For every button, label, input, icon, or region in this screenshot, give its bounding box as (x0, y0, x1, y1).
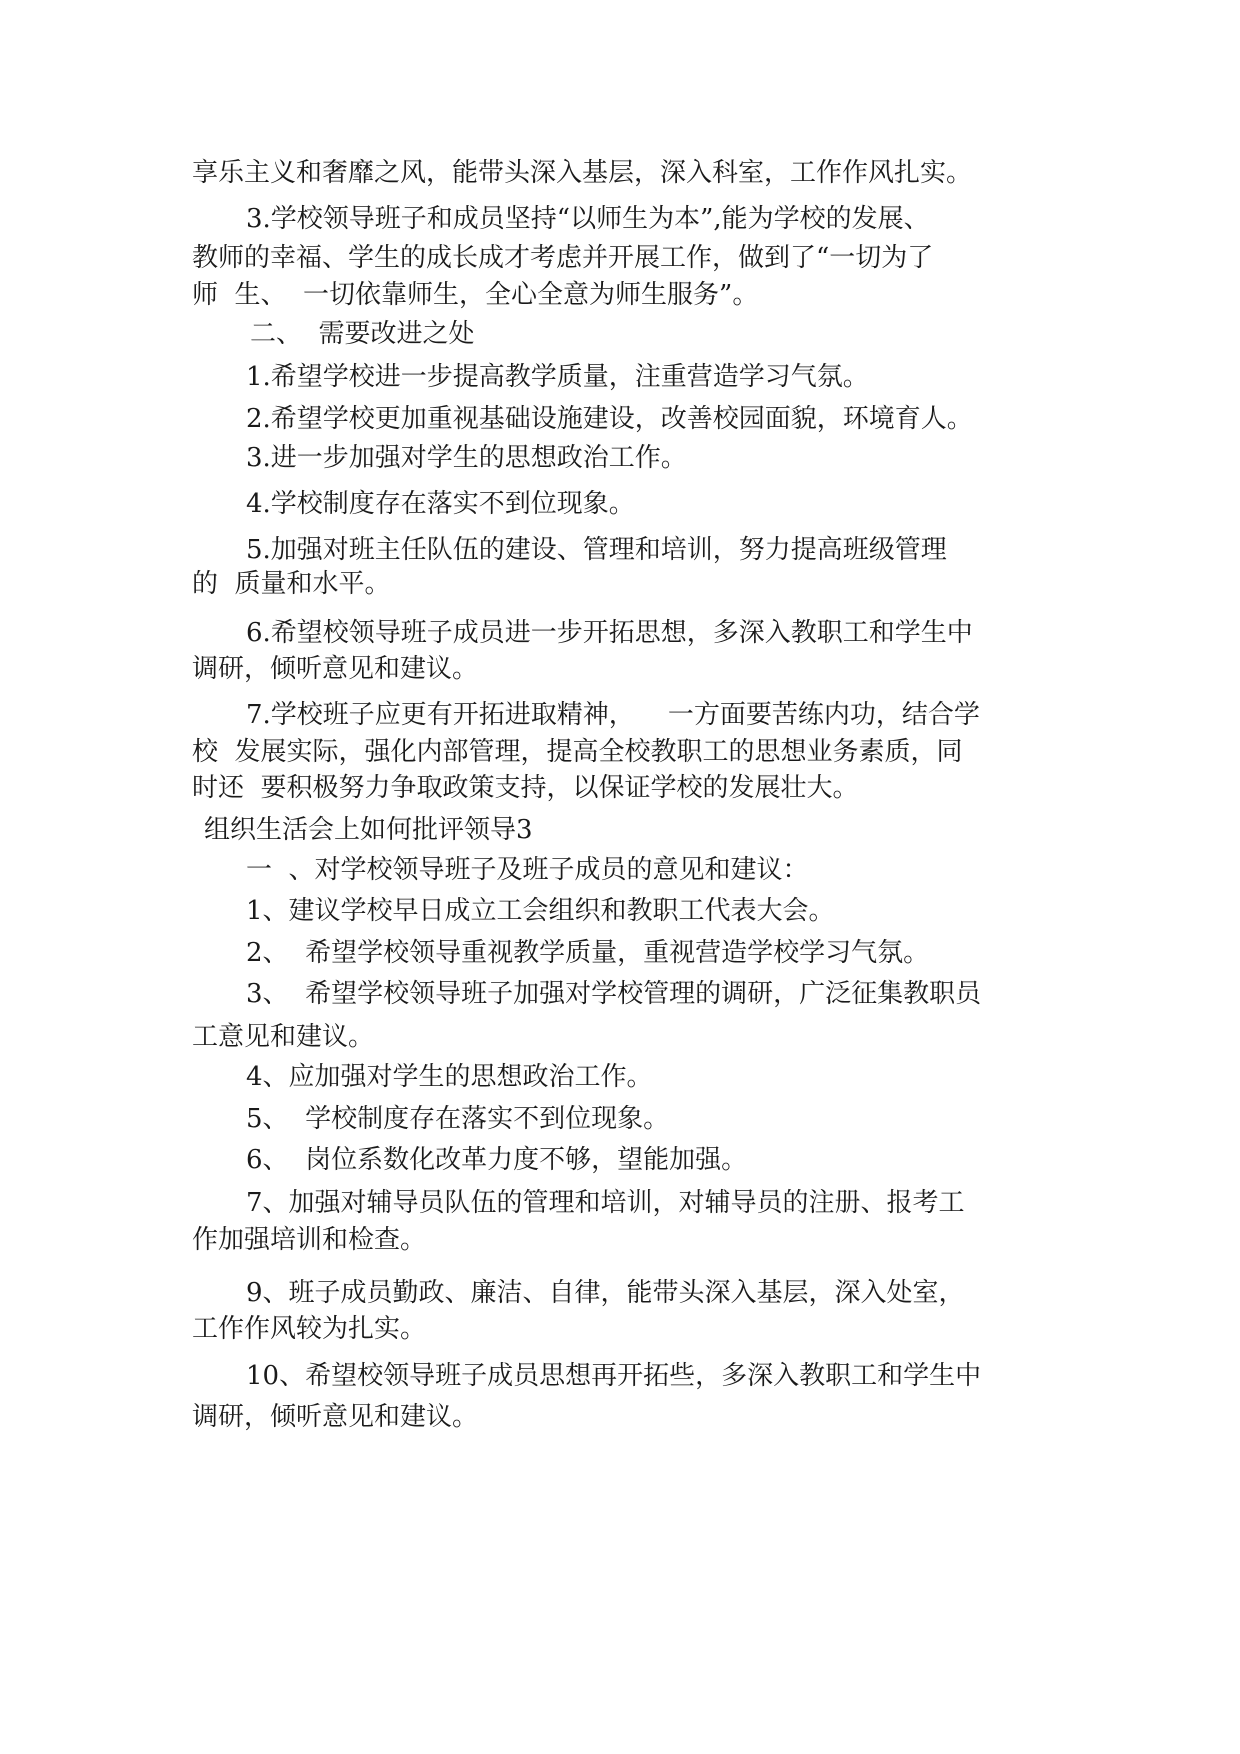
paragraph-line: 工作作风较为扎实。 (192, 1314, 427, 1344)
paragraph-line: 10、希望校领导班子成员思想再开拓些，多深入教职工和学生中 (246, 1361, 982, 1391)
paragraph-line: 作加强培训和检查。 (192, 1225, 427, 1255)
paragraph-line: 7、加强对辅导员队伍的管理和培训，对辅导员的注册、报考工 (246, 1188, 965, 1218)
paragraph-line: 3.进一步加强对学生的思想政治工作。 (246, 443, 687, 473)
paragraph-line: 4、应加强对学生的思想政治工作。 (246, 1062, 653, 1092)
paragraph-line: 6、 岗位系数化改革力度不够，望能加强。 (246, 1145, 748, 1175)
paragraph-line: 9、班子成员勤政、廉洁、自律，能带头深入基层，深入处室， (246, 1278, 965, 1308)
section-heading: 组织生活会上如何批评领导3 (204, 815, 533, 845)
paragraph-line: 教师的幸福、学生的成长成才考虑并开展工作，做到了“一切为了 (192, 243, 934, 273)
section-heading: 二、 需要改进之处 (250, 319, 475, 349)
paragraph-line: 调研，倾听意见和建议。 (192, 654, 479, 684)
section-heading: 一 、对学校领导班子及班子成员的意见和建议： (246, 855, 809, 885)
paragraph-line: 6.希望校领导班子成员进一步开拓思想，多深入教职工和学生中 (246, 618, 973, 648)
paragraph-line: 4.学校制度存在落实不到位现象。 (246, 489, 635, 519)
paragraph-line: 1.希望学校进一步提高教学质量，注重营造学习气氛。 (246, 362, 869, 392)
paragraph-line: 5、 学校制度存在落实不到位现象。 (246, 1104, 670, 1134)
paragraph-line: 工意见和建议。 (192, 1022, 375, 1052)
paragraph-line: 5.加强对班主任队伍的建设、管理和培训，努力提高班级管理 (246, 535, 947, 565)
paragraph-line: 2.希望学校更加重视基础设施建设，改善校园面貌，环境育人。 (246, 404, 973, 434)
paragraph-line: 3、 希望学校领导班子加强对学校管理的调研，广泛征集教职员 (246, 979, 982, 1009)
paragraph-line: 师 生、 一切依靠师生，全心全意为师生服务”。 (192, 280, 759, 310)
paragraph-line: 享乐主义和奢靡之风，能带头深入基层，深入科室，工作作风扎实。 (192, 158, 973, 188)
paragraph-line: 7.学校班子应更有开拓进取精神， 一方面要苦练内功，结合学 (246, 700, 980, 730)
paragraph-line: 调研，倾听意见和建议。 (192, 1402, 479, 1432)
paragraph-line: 时还 要积极努力争取政策支持，以保证学校的发展壮大。 (192, 773, 859, 803)
paragraph-line: 3.学校领导班子和成员坚持“以师生为本”,能为学校的发展、 (246, 204, 930, 234)
paragraph-line: 2、 希望学校领导重视教学质量，重视营造学校学习气氛。 (246, 938, 930, 968)
paragraph-line: 校 发展实际，强化内部管理，提高全校教职工的思想业务素质，同 (192, 737, 963, 767)
paragraph-line: 1、建议学校早日成立工会组织和教职工代表大会。 (246, 896, 835, 926)
paragraph-line: 的 质量和水平。 (192, 569, 391, 599)
